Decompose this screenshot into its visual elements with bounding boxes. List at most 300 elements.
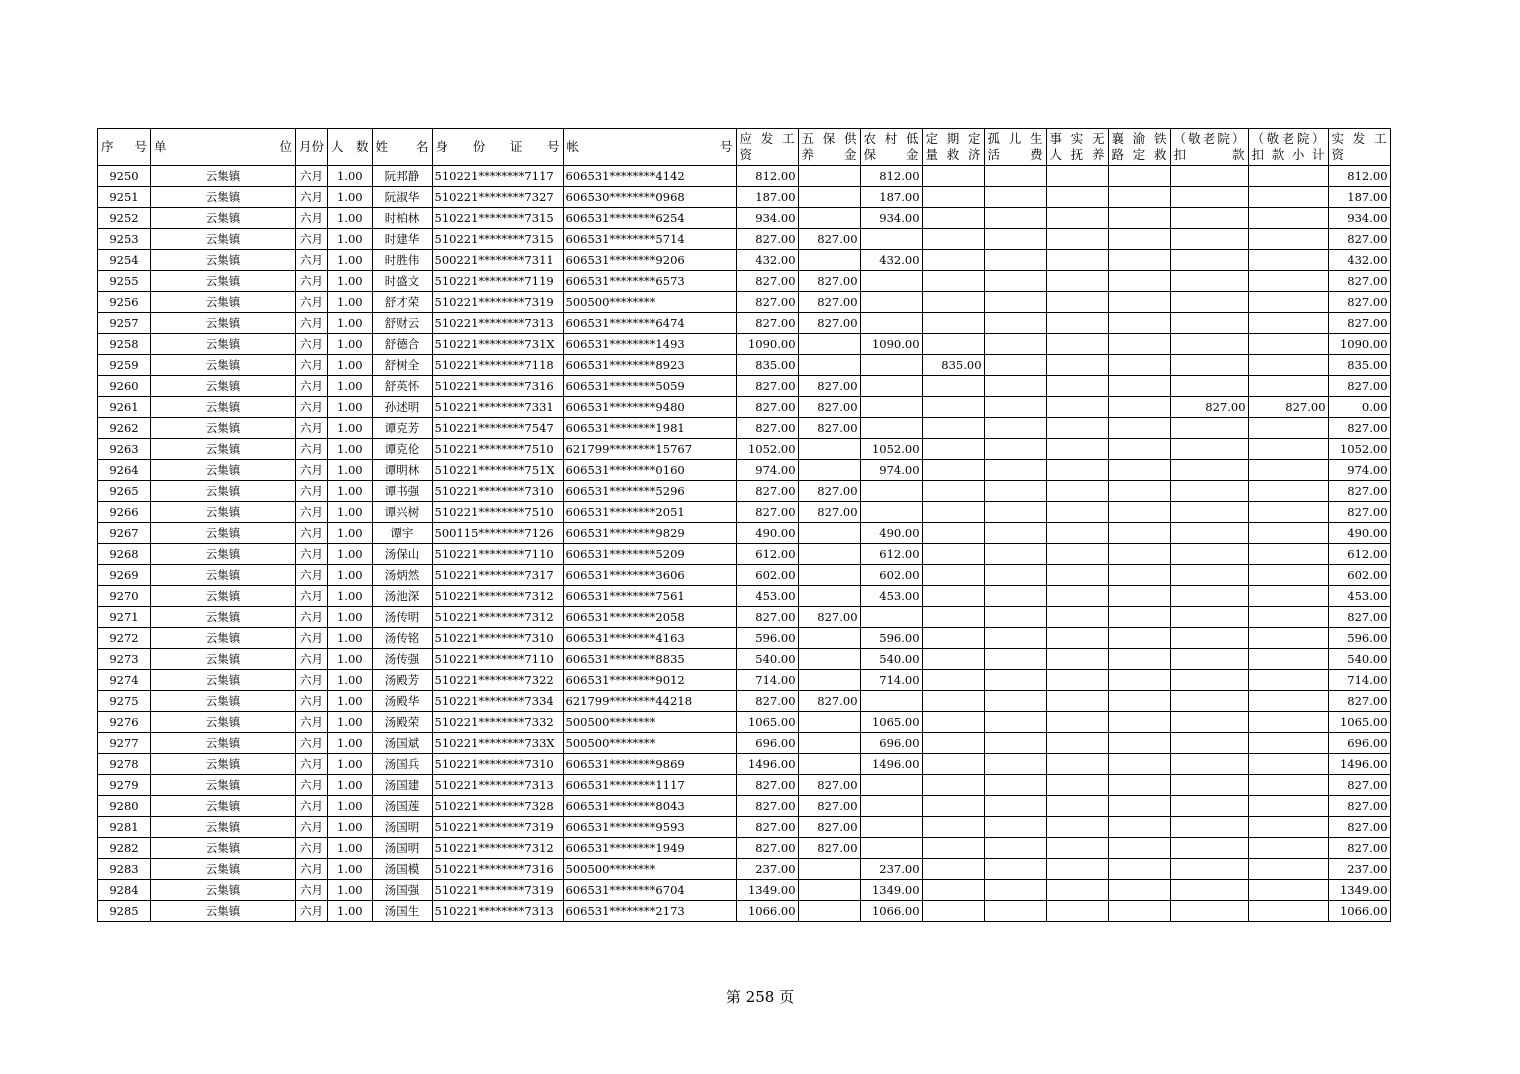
cell-gross-pay: 827.00	[736, 313, 798, 334]
cell-account: 606531********6704	[563, 880, 736, 901]
cell-orphan-allowance	[984, 796, 1046, 817]
cell-serial: 9269	[98, 565, 151, 586]
cell-railway-relief	[1108, 838, 1170, 859]
cell-unit: 云集镇	[151, 838, 296, 859]
cell-unit: 云集镇	[151, 250, 296, 271]
cell-railway-relief	[1108, 208, 1170, 229]
cell-count: 1.00	[328, 187, 373, 208]
cell-month: 六月	[296, 250, 328, 271]
cell-nursing-deduction: 827.00	[1170, 397, 1248, 418]
cell-name: 汤国兵	[372, 754, 432, 775]
cell-gross-pay: 596.00	[736, 628, 798, 649]
cell-unit: 云集镇	[151, 901, 296, 922]
cell-gross-pay: 1349.00	[736, 880, 798, 901]
cell-unit: 云集镇	[151, 775, 296, 796]
cell-nursing-subtotal	[1248, 187, 1328, 208]
cell-unit: 云集镇	[151, 733, 296, 754]
cell-five-guarantee	[798, 754, 860, 775]
cell-nursing-deduction	[1170, 439, 1248, 460]
header-gross-pay: 应 发 工 资	[736, 129, 798, 166]
cell-fixed-relief	[922, 166, 984, 187]
cell-railway-relief	[1108, 649, 1170, 670]
table-row	[98, 208, 1391, 229]
cell-gross-pay: 827.00	[736, 376, 798, 397]
cell-nursing-deduction	[1170, 817, 1248, 838]
cell-id-number: 510221********7313	[432, 775, 563, 796]
cell-five-guarantee	[798, 880, 860, 901]
cell-orphan-allowance	[984, 754, 1046, 775]
cell-id-number: 510221********7110	[432, 649, 563, 670]
cell-serial: 9262	[98, 418, 151, 439]
cell-name: 时建华	[372, 229, 432, 250]
cell-serial: 9253	[98, 229, 151, 250]
cell-name: 谭宇	[372, 523, 432, 544]
cell-id-number: 510221********7316	[432, 859, 563, 880]
header-net-pay: 实 发 工 资	[1328, 129, 1390, 166]
cell-fixed-relief	[922, 670, 984, 691]
cell-rural-minimum	[860, 838, 922, 859]
cell-net-pay: 827.00	[1328, 271, 1390, 292]
cell-nursing-deduction	[1170, 691, 1248, 712]
cell-nursing-deduction	[1170, 628, 1248, 649]
header-name: 姓 名	[372, 129, 432, 166]
cell-name: 谭克伦	[372, 439, 432, 460]
cell-unit: 云集镇	[151, 334, 296, 355]
cell-gross-pay: 1090.00	[736, 334, 798, 355]
cell-net-pay: 596.00	[1328, 628, 1390, 649]
cell-name: 阮淑华	[372, 187, 432, 208]
cell-fixed-relief: 835.00	[922, 355, 984, 376]
cell-count: 1.00	[328, 670, 373, 691]
cell-month: 六月	[296, 670, 328, 691]
cell-serial: 9282	[98, 838, 151, 859]
cell-count: 1.00	[328, 754, 373, 775]
cell-nursing-subtotal	[1248, 796, 1328, 817]
cell-id-number: 510221********733X	[432, 733, 563, 754]
cell-serial: 9266	[98, 502, 151, 523]
cell-net-pay: 835.00	[1328, 355, 1390, 376]
cell-nursing-deduction	[1170, 208, 1248, 229]
cell-id-number: 510221********7322	[432, 670, 563, 691]
cell-account: 606531********5209	[563, 544, 736, 565]
cell-count: 1.00	[328, 355, 373, 376]
cell-count: 1.00	[328, 460, 373, 481]
cell-rural-minimum: 934.00	[860, 208, 922, 229]
cell-id-number: 510221********7319	[432, 292, 563, 313]
cell-rural-minimum: 612.00	[860, 544, 922, 565]
cell-account: 606531********9480	[563, 397, 736, 418]
cell-unit: 云集镇	[151, 397, 296, 418]
cell-net-pay: 0.00	[1328, 397, 1390, 418]
table-row	[98, 838, 1391, 859]
header-count: 人 数	[328, 129, 373, 166]
cell-name: 舒德合	[372, 334, 432, 355]
cell-account: 606530********0968	[563, 187, 736, 208]
cell-id-number: 510221********7334	[432, 691, 563, 712]
cell-id-number: 510221********7510	[432, 502, 563, 523]
cell-nursing-deduction	[1170, 250, 1248, 271]
cell-name: 孙述明	[372, 397, 432, 418]
cell-five-guarantee: 827.00	[798, 838, 860, 859]
table-row	[98, 649, 1391, 670]
table-row	[98, 481, 1391, 502]
table-row	[98, 460, 1391, 481]
cell-month: 六月	[296, 880, 328, 901]
cell-orphan-allowance	[984, 502, 1046, 523]
cell-month: 六月	[296, 376, 328, 397]
cell-nursing-deduction	[1170, 481, 1248, 502]
cell-five-guarantee	[798, 187, 860, 208]
header-row	[98, 129, 1391, 166]
cell-name: 汤殿华	[372, 691, 432, 712]
cell-railway-relief	[1108, 502, 1170, 523]
cell-gross-pay: 490.00	[736, 523, 798, 544]
cell-serial: 9285	[98, 901, 151, 922]
cell-gross-pay: 827.00	[736, 418, 798, 439]
cell-rural-minimum: 237.00	[860, 859, 922, 880]
cell-unit: 云集镇	[151, 166, 296, 187]
cell-nursing-subtotal	[1248, 880, 1328, 901]
header-orphan-allowance: 孤 儿 生 活 费	[984, 129, 1046, 166]
cell-account: 500500********	[563, 292, 736, 313]
header-month: 月份	[296, 129, 328, 166]
cell-unsupported-child	[1046, 586, 1108, 607]
cell-unsupported-child	[1046, 376, 1108, 397]
cell-name: 汤传铭	[372, 628, 432, 649]
cell-nursing-subtotal	[1248, 859, 1328, 880]
cell-five-guarantee	[798, 670, 860, 691]
cell-id-number: 510221********7312	[432, 586, 563, 607]
cell-railway-relief	[1108, 292, 1170, 313]
cell-rural-minimum: 432.00	[860, 250, 922, 271]
cell-unsupported-child	[1046, 208, 1108, 229]
cell-name: 时盛文	[372, 271, 432, 292]
cell-nursing-deduction	[1170, 901, 1248, 922]
cell-nursing-deduction	[1170, 796, 1248, 817]
cell-serial: 9278	[98, 754, 151, 775]
cell-name: 汤国建	[372, 775, 432, 796]
cell-five-guarantee	[798, 334, 860, 355]
cell-railway-relief	[1108, 523, 1170, 544]
cell-unsupported-child	[1046, 607, 1108, 628]
cell-fixed-relief	[922, 628, 984, 649]
cell-count: 1.00	[328, 418, 373, 439]
cell-nursing-deduction	[1170, 166, 1248, 187]
cell-rural-minimum: 1065.00	[860, 712, 922, 733]
cell-account: 606531********6573	[563, 271, 736, 292]
cell-fixed-relief	[922, 418, 984, 439]
cell-serial: 9257	[98, 313, 151, 334]
cell-id-number: 500115********7126	[432, 523, 563, 544]
cell-unsupported-child	[1046, 187, 1108, 208]
cell-count: 1.00	[328, 250, 373, 271]
cell-unsupported-child	[1046, 271, 1108, 292]
cell-serial: 9260	[98, 376, 151, 397]
cell-id-number: 510221********7118	[432, 355, 563, 376]
cell-count: 1.00	[328, 481, 373, 502]
cell-rural-minimum: 453.00	[860, 586, 922, 607]
cell-five-guarantee	[798, 355, 860, 376]
cell-railway-relief	[1108, 166, 1170, 187]
table-row	[98, 544, 1391, 565]
cell-unsupported-child	[1046, 355, 1108, 376]
cell-month: 六月	[296, 523, 328, 544]
cell-orphan-allowance	[984, 166, 1046, 187]
cell-unit: 云集镇	[151, 355, 296, 376]
table-row	[98, 586, 1391, 607]
table-row	[98, 670, 1391, 691]
cell-net-pay: 187.00	[1328, 187, 1390, 208]
cell-unsupported-child	[1046, 733, 1108, 754]
cell-unsupported-child	[1046, 775, 1108, 796]
cell-five-guarantee	[798, 250, 860, 271]
cell-rural-minimum: 187.00	[860, 187, 922, 208]
cell-fixed-relief	[922, 376, 984, 397]
cell-unsupported-child	[1046, 292, 1108, 313]
cell-month: 六月	[296, 712, 328, 733]
cell-serial: 9252	[98, 208, 151, 229]
cell-net-pay: 827.00	[1328, 838, 1390, 859]
cell-nursing-deduction	[1170, 271, 1248, 292]
cell-nursing-deduction	[1170, 775, 1248, 796]
cell-railway-relief	[1108, 376, 1170, 397]
cell-orphan-allowance	[984, 775, 1046, 796]
cell-nursing-subtotal	[1248, 523, 1328, 544]
cell-unit: 云集镇	[151, 817, 296, 838]
table-row	[98, 502, 1391, 523]
cell-railway-relief	[1108, 880, 1170, 901]
cell-name: 汤传强	[372, 649, 432, 670]
cell-account: 621799********15767	[563, 439, 736, 460]
cell-unit: 云集镇	[151, 670, 296, 691]
cell-orphan-allowance	[984, 229, 1046, 250]
cell-serial: 9273	[98, 649, 151, 670]
cell-net-pay: 1496.00	[1328, 754, 1390, 775]
table-row	[98, 880, 1391, 901]
cell-gross-pay: 827.00	[736, 271, 798, 292]
cell-fixed-relief	[922, 775, 984, 796]
cell-gross-pay: 696.00	[736, 733, 798, 754]
cell-account: 606531********1493	[563, 334, 736, 355]
header-id-number: 身 份 证 号	[432, 129, 563, 166]
cell-rural-minimum	[860, 691, 922, 712]
cell-fixed-relief	[922, 250, 984, 271]
cell-month: 六月	[296, 775, 328, 796]
cell-count: 1.00	[328, 691, 373, 712]
cell-rural-minimum: 596.00	[860, 628, 922, 649]
cell-id-number: 510221********7310	[432, 628, 563, 649]
cell-gross-pay: 827.00	[736, 775, 798, 796]
cell-account: 500500********	[563, 859, 736, 880]
cell-unsupported-child	[1046, 565, 1108, 586]
cell-orphan-allowance	[984, 565, 1046, 586]
cell-account: 606531********9012	[563, 670, 736, 691]
cell-count: 1.00	[328, 523, 373, 544]
cell-fixed-relief	[922, 859, 984, 880]
cell-five-guarantee: 827.00	[798, 607, 860, 628]
cell-account: 606531********9869	[563, 754, 736, 775]
cell-id-number: 510221********7510	[432, 439, 563, 460]
cell-unit: 云集镇	[151, 439, 296, 460]
cell-unsupported-child	[1046, 523, 1108, 544]
cell-unit: 云集镇	[151, 754, 296, 775]
table-row	[98, 166, 1391, 187]
cell-account: 606531********2051	[563, 502, 736, 523]
table-row	[98, 691, 1391, 712]
cell-month: 六月	[296, 502, 328, 523]
table-row	[98, 250, 1391, 271]
cell-count: 1.00	[328, 292, 373, 313]
cell-month: 六月	[296, 691, 328, 712]
cell-name: 汤国模	[372, 859, 432, 880]
cell-nursing-subtotal	[1248, 208, 1328, 229]
cell-nursing-subtotal	[1248, 355, 1328, 376]
cell-fixed-relief	[922, 460, 984, 481]
cell-fixed-relief	[922, 313, 984, 334]
cell-count: 1.00	[328, 397, 373, 418]
cell-net-pay: 827.00	[1328, 691, 1390, 712]
cell-fixed-relief	[922, 607, 984, 628]
cell-nursing-deduction	[1170, 376, 1248, 397]
cell-name: 汤传明	[372, 607, 432, 628]
table-row	[98, 754, 1391, 775]
cell-nursing-subtotal	[1248, 439, 1328, 460]
cell-name: 汤炳然	[372, 565, 432, 586]
cell-count: 1.00	[328, 229, 373, 250]
cell-serial: 9276	[98, 712, 151, 733]
cell-orphan-allowance	[984, 901, 1046, 922]
cell-id-number: 500221********7311	[432, 250, 563, 271]
cell-name: 汤国斌	[372, 733, 432, 754]
cell-five-guarantee	[798, 460, 860, 481]
cell-name: 谭明林	[372, 460, 432, 481]
cell-gross-pay: 187.00	[736, 187, 798, 208]
cell-account: 606531********4163	[563, 628, 736, 649]
cell-count: 1.00	[328, 439, 373, 460]
cell-railway-relief	[1108, 271, 1170, 292]
cell-fixed-relief	[922, 754, 984, 775]
cell-unit: 云集镇	[151, 418, 296, 439]
cell-rural-minimum	[860, 271, 922, 292]
cell-id-number: 510221********7319	[432, 880, 563, 901]
cell-nursing-deduction	[1170, 712, 1248, 733]
cell-rural-minimum	[860, 292, 922, 313]
cell-five-guarantee	[798, 439, 860, 460]
cell-unit: 云集镇	[151, 481, 296, 502]
cell-account: 606531********5059	[563, 376, 736, 397]
cell-id-number: 510221********7332	[432, 712, 563, 733]
cell-id-number: 510221********7313	[432, 901, 563, 922]
cell-nursing-subtotal	[1248, 229, 1328, 250]
cell-rural-minimum: 1349.00	[860, 880, 922, 901]
cell-nursing-deduction	[1170, 838, 1248, 859]
cell-orphan-allowance	[984, 208, 1046, 229]
cell-gross-pay: 432.00	[736, 250, 798, 271]
cell-id-number: 510221********7310	[432, 754, 563, 775]
cell-month: 六月	[296, 607, 328, 628]
cell-month: 六月	[296, 418, 328, 439]
cell-fixed-relief	[922, 187, 984, 208]
cell-serial: 9275	[98, 691, 151, 712]
cell-railway-relief	[1108, 229, 1170, 250]
cell-nursing-deduction	[1170, 586, 1248, 607]
cell-railway-relief	[1108, 544, 1170, 565]
cell-month: 六月	[296, 229, 328, 250]
cell-gross-pay: 827.00	[736, 838, 798, 859]
cell-fixed-relief	[922, 523, 984, 544]
cell-fixed-relief	[922, 838, 984, 859]
table-row	[98, 334, 1391, 355]
cell-count: 1.00	[328, 838, 373, 859]
cell-nursing-deduction	[1170, 733, 1248, 754]
cell-rural-minimum: 812.00	[860, 166, 922, 187]
cell-unit: 云集镇	[151, 859, 296, 880]
table-row	[98, 607, 1391, 628]
cell-name: 谭克芳	[372, 418, 432, 439]
header-serial: 序 号	[98, 129, 151, 166]
cell-rural-minimum	[860, 418, 922, 439]
cell-orphan-allowance	[984, 187, 1046, 208]
cell-nursing-deduction	[1170, 418, 1248, 439]
cell-month: 六月	[296, 460, 328, 481]
cell-month: 六月	[296, 733, 328, 754]
cell-count: 1.00	[328, 880, 373, 901]
cell-five-guarantee: 827.00	[798, 313, 860, 334]
cell-rural-minimum	[860, 229, 922, 250]
cell-name: 谭兴树	[372, 502, 432, 523]
cell-net-pay: 827.00	[1328, 817, 1390, 838]
cell-serial: 9267	[98, 523, 151, 544]
cell-unit: 云集镇	[151, 628, 296, 649]
cell-id-number: 510221********7315	[432, 208, 563, 229]
cell-gross-pay: 237.00	[736, 859, 798, 880]
cell-orphan-allowance	[984, 733, 1046, 754]
cell-nursing-deduction	[1170, 670, 1248, 691]
cell-fixed-relief	[922, 586, 984, 607]
cell-unsupported-child	[1046, 901, 1108, 922]
cell-gross-pay: 827.00	[736, 817, 798, 838]
cell-unsupported-child	[1046, 691, 1108, 712]
cell-serial: 9256	[98, 292, 151, 313]
cell-orphan-allowance	[984, 670, 1046, 691]
cell-five-guarantee: 827.00	[798, 292, 860, 313]
cell-account: 606531********2173	[563, 901, 736, 922]
cell-gross-pay: 827.00	[736, 796, 798, 817]
cell-railway-relief	[1108, 334, 1170, 355]
cell-id-number: 510221********7315	[432, 229, 563, 250]
cell-gross-pay: 934.00	[736, 208, 798, 229]
cell-serial: 9264	[98, 460, 151, 481]
cell-unsupported-child	[1046, 838, 1108, 859]
cell-five-guarantee	[798, 166, 860, 187]
cell-account: 606531********4142	[563, 166, 736, 187]
cell-account: 606531********5296	[563, 481, 736, 502]
cell-railway-relief	[1108, 586, 1170, 607]
cell-month: 六月	[296, 166, 328, 187]
header-rural-minimum: 农 村 低 保 金	[860, 129, 922, 166]
cell-orphan-allowance	[984, 880, 1046, 901]
cell-name: 阮邦静	[372, 166, 432, 187]
cell-unit: 云集镇	[151, 796, 296, 817]
cell-fixed-relief	[922, 565, 984, 586]
cell-serial: 9254	[98, 250, 151, 271]
cell-unit: 云集镇	[151, 691, 296, 712]
cell-count: 1.00	[328, 376, 373, 397]
cell-five-guarantee: 827.00	[798, 796, 860, 817]
cell-serial: 9281	[98, 817, 151, 838]
cell-count: 1.00	[328, 544, 373, 565]
cell-id-number: 510221********7110	[432, 544, 563, 565]
